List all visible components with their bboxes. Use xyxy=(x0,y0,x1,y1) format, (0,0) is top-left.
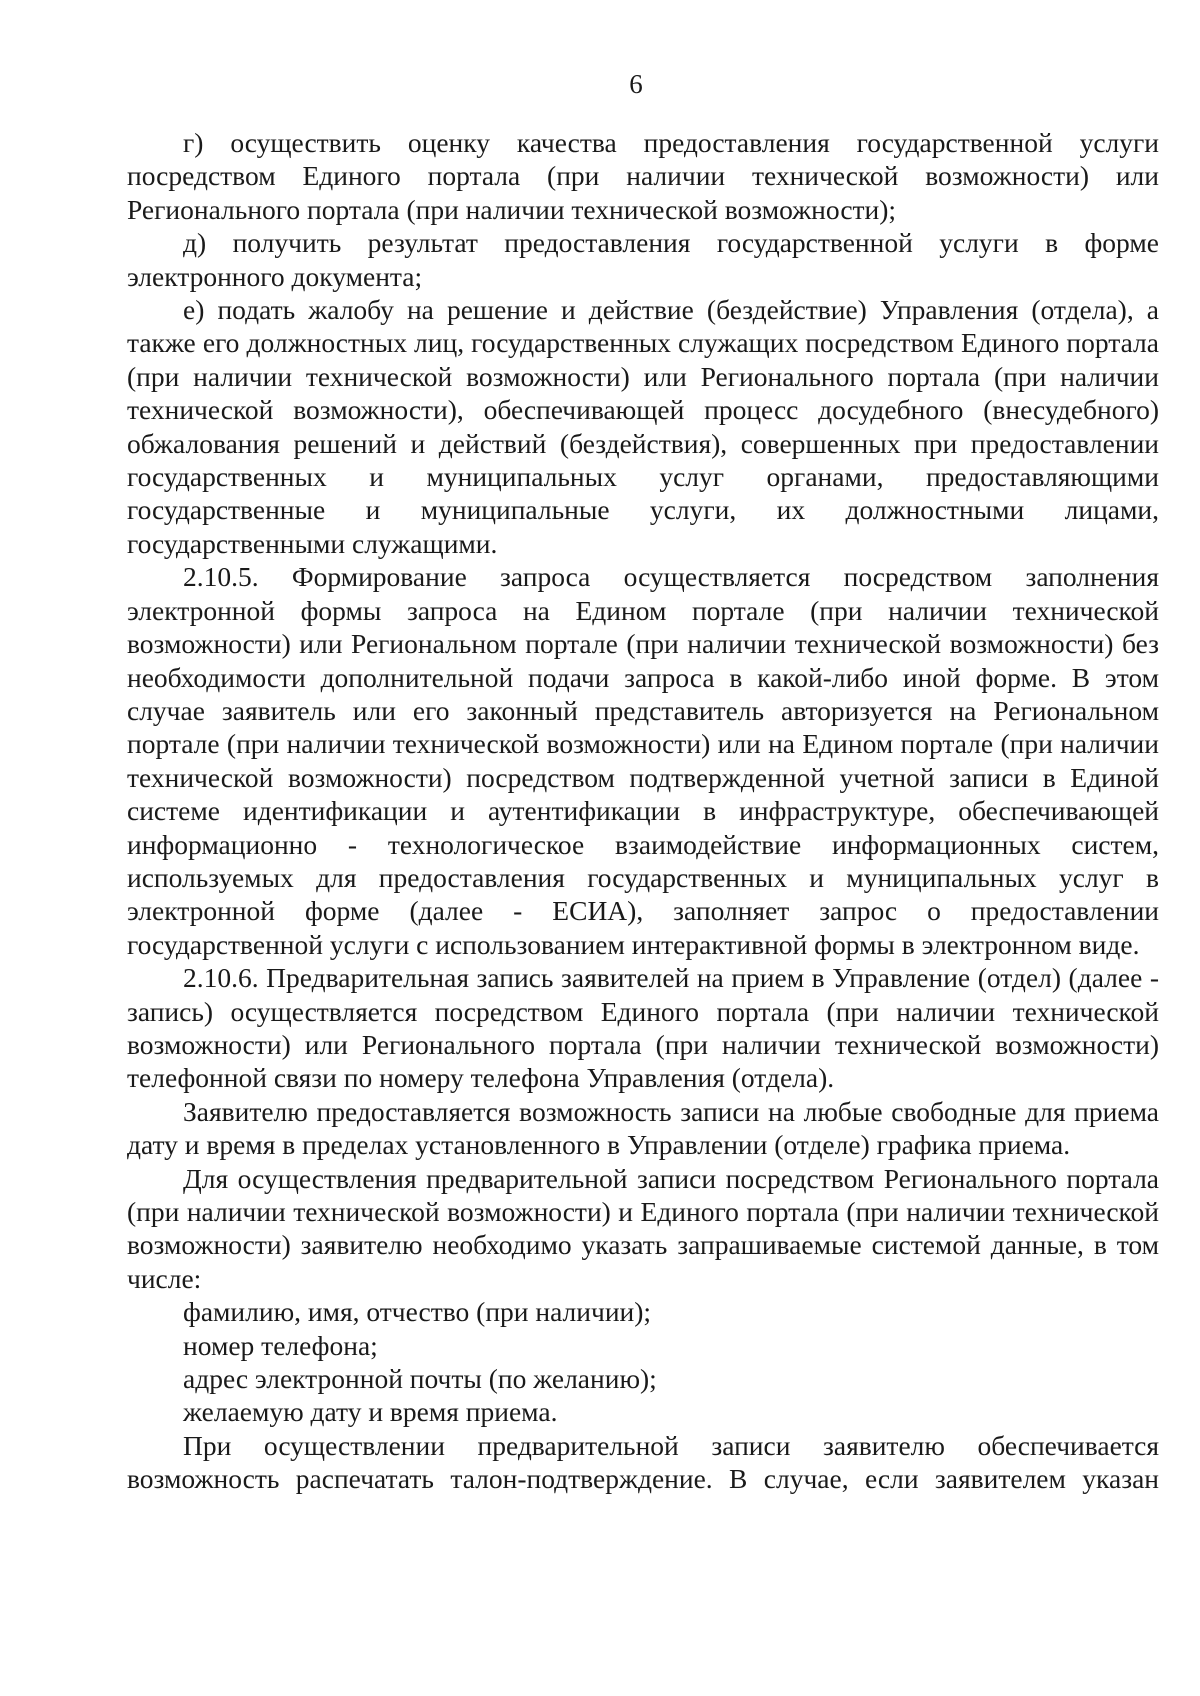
list-item: фамилию, имя, отчество (при наличии); xyxy=(183,1296,652,1328)
paragraph-applicant-booking: Заявителю предоставляется возможность записи на любые свободные для приема дату и время в пределах установленного в Управлении (отделе) графика приема. xyxy=(127,1095,1159,1161)
paragraph-d: д) получить результат предоставления государственной услуги в форме электронного документа; xyxy=(127,227,1159,292)
page-number: 6 xyxy=(629,69,643,99)
paragraph-required-data: Для осуществления предварительной записи посредством Регионального портала (при наличии технической возможности) и Единого портала (при наличии технической возможности) заявителю необходимо указать запрашиваемые системой данные, в том числе: xyxy=(127,1162,1159,1294)
paragraph-g: г) осуществить оценку качества предоставления государственной услуги посредством Единого портала (при наличии технической возможности) или Регионального портала (при наличии технической возможности); xyxy=(127,127,1159,225)
document-body xyxy=(127,126,1159,1496)
list-item: желаемую дату и время приема. xyxy=(183,1396,558,1428)
paragraph-e: е) подать жалобу на решение и действие (бездействие) Управления (отдела), а также его должностных лиц, государственных служащих посредством Единого портала (при наличии технической возможности) или Регионального портала (при наличии технической возможности), обеспечивающей процесс досудебного (внесудебного) обжалования решений и действий (бездействия), совершенных при предоставлении государственных и муниципальных услуг органами, предоставляющими государственные и муниципальные услуги, их должностными лицами, государственными служащими. xyxy=(127,294,1159,559)
list-item: номер телефона; xyxy=(183,1329,378,1361)
paragraph-2-10-6: 2.10.6. Предварительная запись заявителей на прием в Управление (отдел) (далее - запись) осуществляется посредством Единого портала (при наличии технической возможности) или Регионального портала (при наличии технической возможности) телефонной связи по номеру телефона Управления (отдела). xyxy=(127,962,1159,1094)
list-item: адрес электронной почты (по желанию); xyxy=(183,1363,657,1395)
paragraph-final: При осуществлении предварительной записи заявителю обеспечивается возможность распечатать талон-подтверждение. В случае, если заявителем указан xyxy=(127,1429,1159,1495)
paragraph-2-10-5: 2.10.5. Формирование запроса осуществляется посредством заполнения электронной формы запроса на Едином портале (при наличии технической возможности) или Региональном портале (при наличии технической возможности) без необходимости дополнительной подачи запроса в какой-либо иной форме. В этом случае заявитель или его законный представитель авторизуется на Региональном портале (при наличии технической возможности) или на Едином портале (при наличии технической возможности) посредством подтвержденной учетной записи в Единой системе идентификации и аутентификации в инфраструктуре, обеспечивающей информационно - технологическое взаимодействие информационных систем, используемых для предоставления государственных и муниципальных услуг в электронной форме (далее - ЕСИА), заполняет запрос о предоставлении государственной услуги с использованием интерактивной формы в электронном виде. xyxy=(127,561,1159,960)
